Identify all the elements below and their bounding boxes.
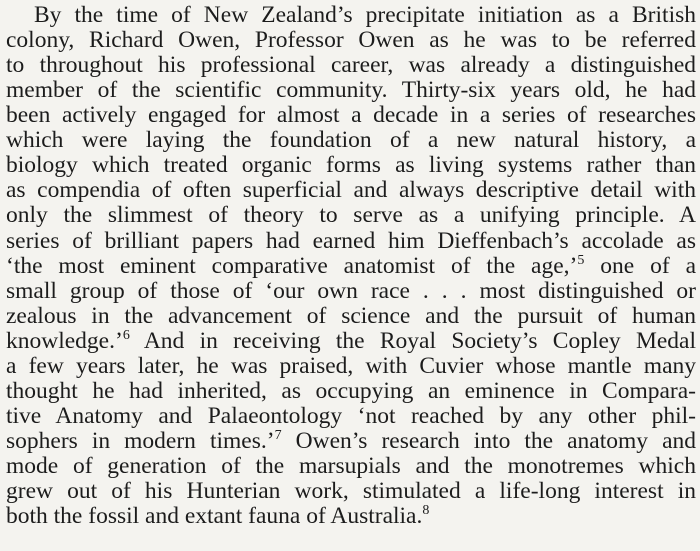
next-line-fragment	[470, 545, 700, 551]
text-line	[6, 152, 696, 179]
text-line	[6, 127, 696, 154]
text-line	[6, 77, 696, 104]
text-line	[6, 228, 696, 255]
text-line	[6, 428, 696, 455]
line-text: only the slimmest of theory to serve as a unifying principle. A	[6, 202, 696, 229]
line-text-continued: And in receiving the Royal Society’s Copley Medal	[129, 327, 696, 354]
line-text: which were laying the foundation of a new natural history, a	[6, 127, 696, 154]
footnote-marker: 8	[422, 503, 430, 518]
text-line	[34, 2, 696, 29]
text-line	[6, 403, 696, 430]
line-text: tive Anatomy and Palaeontology ‘not reached by any other phil-	[6, 402, 696, 429]
line-text: a few years later, he was praised, with Cuvier whose mantle many	[6, 352, 696, 379]
line-text: both the fossil and extant fauna of Australia.	[6, 503, 423, 529]
text-line	[6, 328, 696, 355]
footnote-marker: 6	[122, 327, 130, 343]
text-line	[6, 202, 696, 229]
text-line	[6, 102, 696, 129]
text-line	[6, 378, 696, 405]
line-text: grew out of his Hunterian work, stimulated a life-long interest in	[6, 477, 696, 504]
text-line	[6, 503, 696, 530]
text-line	[6, 253, 696, 280]
text-line	[6, 27, 696, 54]
line-text: zealous in the advancement of science and the pursuit of human	[6, 302, 696, 329]
line-text: colony, Richard Owen, Professor Owen as he was to be referred	[6, 27, 696, 54]
line-text: sophers in modern times.’	[6, 427, 275, 454]
line-text: series of brilliant papers had earned him Dieffenbach’s accolade as	[6, 227, 696, 254]
text-line	[6, 52, 696, 79]
footnote-marker: 5	[577, 252, 585, 268]
line-text: been actively engaged for almost a decade in a series of researches	[6, 102, 696, 129]
line-text: By the time of New Zealand’s precipitate initiation as a British	[34, 2, 696, 28]
line-text-continued: one of a	[584, 252, 697, 279]
line-text: knowledge.’	[6, 327, 123, 354]
line-text: biology which treated organic forms as living systems rather than	[6, 152, 696, 179]
line-text: small group of those of ‘our own race . . . most distinguished or	[6, 277, 696, 304]
line-text: ‘the most eminent comparative anatomist of the age,’	[6, 252, 578, 279]
footnote-marker: 7	[274, 427, 282, 443]
line-text: mode of generation of the marsupials and the monotremes which	[6, 452, 696, 479]
line-text: member of the scientific community. Thirty-six years old, he had	[6, 77, 696, 104]
line-text: to throughout his professional career, was already a distinguished	[6, 52, 696, 79]
text-line	[6, 177, 696, 204]
text-line	[6, 303, 696, 330]
line-text-continued: Owen’s research into the anatomy and	[281, 427, 696, 454]
text-line	[6, 478, 696, 505]
line-text: thought he had inherited, as occupying an eminence in Compara-	[6, 377, 696, 404]
text-line	[6, 278, 696, 305]
text-line	[6, 353, 696, 380]
line-text: as compendia of often superficial and always descriptive detail with	[6, 177, 696, 204]
text-line	[6, 453, 696, 480]
